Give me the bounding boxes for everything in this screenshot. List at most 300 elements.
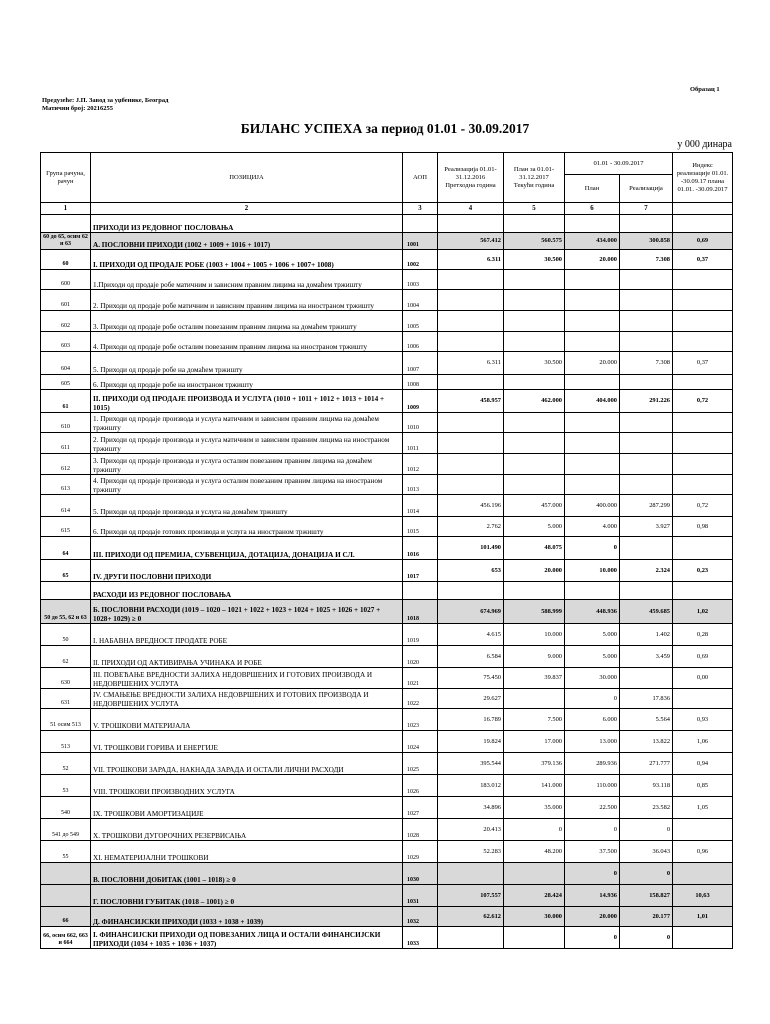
table-row [41,582,733,600]
cell-index: 0,37 [673,250,733,270]
cell-group: 603 [41,332,91,352]
cell-plan-year [504,270,565,290]
cell-period-plan [565,413,620,433]
cell-position: 2. Приходи од продаје производа и услуга матичним и зависним правним лицима на иностраном тржишту [91,433,403,454]
cell-index [673,290,733,311]
table-row [41,537,733,560]
cell-position: X. ТРОШКОВИ ДУГОРОЧНИХ РЕЗЕРВИСАЊА [91,819,403,841]
cell-realization-prev: 6.311 [438,250,504,270]
cell-period-plan: 0 [565,689,620,709]
cell-realization-prev: 101.490 [438,537,504,560]
cell-realization-prev: 674.969 [438,600,504,624]
cell-plan-year: 20.000 [504,560,565,582]
cell-aop: 1007 [403,352,438,375]
cell-position: РАСХОДИ ИЗ РЕДОВНОГ ПОСЛОВАЊА [91,582,403,600]
table-row [41,233,733,250]
cell-period-plan: 0 [565,537,620,560]
cell-period-realization: 271.777 [620,753,673,775]
cell-aop: 1024 [403,731,438,753]
cell-realization-prev: 16.789 [438,709,504,731]
cell-group: 513 [41,731,91,753]
cell-position: I. ФИНАНСИЈСКИ ПРИХОДИ ОД ПОВЕЗАНИХ ЛИЦА И ОСТАЛИ ФИНАНСИЈСКИ ПРИХОДИ (1034 + 1035 + 1036 + 1037) [91,927,403,949]
cell-index: 0,72 [673,390,733,413]
cell-group: 610 [41,413,91,433]
cell-aop: 1013 [403,475,438,495]
cell-aop: 1004 [403,290,438,311]
table-row [41,819,733,841]
form-number-label: Образац 1 [690,86,720,93]
cell-group: 611 [41,433,91,454]
table-row [41,290,733,311]
cell-aop: 1031 [403,885,438,907]
cell-period-plan: 10.000 [565,560,620,582]
cell-plan-year: 560.575 [504,233,565,250]
company-name: Предузеће: Ј.П. Завод за уџбенике, Београд [42,97,169,104]
cell-realization-prev [438,413,504,433]
cell-period-plan [565,290,620,311]
cell-position: IV. ДРУГИ ПОСЛОВНИ ПРИХОДИ [91,560,403,582]
cell-realization-prev: 183.012 [438,775,504,797]
cell-plan-year: 379.136 [504,753,565,775]
cell-plan-year: 7.500 [504,709,565,731]
cell-period-plan: 448.936 [565,600,620,624]
cell-period-plan: 289.936 [565,753,620,775]
cell-group: 66 [41,907,91,927]
header-group: Група рачуна, рачун [41,153,91,203]
cell-period-realization: 0 [620,863,673,885]
cell-period-plan [565,311,620,332]
table-row [41,413,733,433]
column-number: 1 [41,203,91,215]
cell-position: IX. ТРОШКОВИ АМОРТИЗАЦИЈЕ [91,797,403,819]
cell-aop: 1012 [403,454,438,475]
cell-period-plan [565,270,620,290]
cell-plan-year [504,582,565,600]
cell-group: 540 [41,797,91,819]
table-row [41,689,733,709]
cell-index: 1,05 [673,797,733,819]
cell-realization-prev [438,927,504,949]
cell-group: 614 [41,495,91,517]
column-number: 3 [403,203,438,215]
table-row [41,250,733,270]
cell-period-realization: 7.308 [620,250,673,270]
cell-period-realization: 459.685 [620,600,673,624]
column-number: 2 [91,203,403,215]
cell-period-realization [620,270,673,290]
table-row [41,775,733,797]
table-row [41,475,733,495]
cell-group: 65 [41,560,91,582]
cell-plan-year [504,375,565,390]
cell-position: 4. Приходи од продаје робе осталим повезаним правним лицима на иностраном тржишту [91,332,403,352]
cell-realization-prev [438,475,504,495]
cell-index [673,332,733,352]
cell-position: III. ПОВЕЋАЊЕ ВРЕДНОСТИ ЗАЛИХА НЕДОВРШЕНИХ И ГОТОВИХ ПРОИЗВОДА И НЕДОВРШЕНИХ УСЛУГА [91,668,403,689]
column-number [673,203,733,215]
cell-realization-prev: 107.557 [438,885,504,907]
cell-plan-year [504,311,565,332]
table-row [41,600,733,624]
cell-aop [403,215,438,233]
cell-index [673,689,733,709]
header-position: ПОЗИЦИЈА [91,153,403,203]
cell-position: 3. Приходи од продаје производа и услуга осталим повезаним правним лицима на домаћем тржишту [91,454,403,475]
cell-aop: 1032 [403,907,438,927]
cell-position: II. ПРИХОДИ ОД АКТИВИРАЊА УЧИНАКА И РОБЕ [91,646,403,668]
cell-period-plan: 4.000 [565,517,620,537]
cell-group: 605 [41,375,91,390]
cell-plan-year [504,863,565,885]
cell-period-plan: 20.000 [565,907,620,927]
cell-aop: 1023 [403,709,438,731]
cell-period-realization: 13.822 [620,731,673,753]
header-period-plan: План [565,175,620,203]
table-row [41,841,733,863]
header-realization-bottom: Претходна година [445,181,496,189]
cell-aop: 1009 [403,390,438,413]
cell-group: 62 [41,646,91,668]
cell-plan-year: 28.424 [504,885,565,907]
cell-aop: 1019 [403,624,438,646]
cell-plan-year [504,454,565,475]
cell-group [41,885,91,907]
cell-period-plan [565,433,620,454]
table-row [41,495,733,517]
cell-group: 66, осим 662, 663 и 664 [41,927,91,949]
cell-period-plan: 0 [565,819,620,841]
cell-period-plan: 30.000 [565,668,620,689]
cell-realization-prev: 52.283 [438,841,504,863]
cell-position: XI. НЕМАТЕРИЈАЛНИ ТРОШКОВИ [91,841,403,863]
table-row [41,646,733,668]
cell-aop [403,582,438,600]
cell-period-realization: 3.459 [620,646,673,668]
cell-group: 613 [41,475,91,495]
cell-plan-year: 0 [504,819,565,841]
cell-index: 1,06 [673,731,733,753]
cell-group [41,215,91,233]
cell-position: VIII. ТРОШКОВИ ПРОИЗВОДНИХ УСЛУГА [91,775,403,797]
cell-group: 53 [41,775,91,797]
cell-index [673,215,733,233]
cell-period-realization: 0 [620,927,673,949]
cell-realization-prev: 6.584 [438,646,504,668]
header-plan-top: План за 01.01-31.12.2017 [513,165,555,181]
cell-index [673,582,733,600]
cell-plan-year [504,433,565,454]
cell-period-realization [620,582,673,600]
table-row [41,352,733,375]
table-row [41,332,733,352]
cell-realization-prev: 567.412 [438,233,504,250]
cell-period-plan: 434.000 [565,233,620,250]
cell-index [673,413,733,433]
cell-realization-prev: 20.413 [438,819,504,841]
cell-position: 2. Приходи од продаје робе матичним и зависним правним лицима на иностраном тржишту [91,290,403,311]
cell-index: 0,37 [673,352,733,375]
cell-plan-year: 588.999 [504,600,565,624]
cell-realization-prev [438,311,504,332]
cell-period-realization: 20.177 [620,907,673,927]
cell-index [673,433,733,454]
cell-realization-prev: 653 [438,560,504,582]
cell-period-plan: 0 [565,863,620,885]
cell-plan-year [504,927,565,949]
cell-period-plan: 14.936 [565,885,620,907]
cell-index: 0,85 [673,775,733,797]
cell-index [673,270,733,290]
cell-position: 5. Приходи од продаје робе на домаћем тржишту [91,352,403,375]
cell-aop: 1008 [403,375,438,390]
cell-group: 50 до 55, 62 и 63 [41,600,91,624]
cell-period-realization [620,215,673,233]
cell-group: 50 [41,624,91,646]
cell-plan-year: 30.500 [504,250,565,270]
cell-period-realization [620,311,673,332]
cell-position: Г. ПОСЛОВНИ ГУБИТАК (1018 – 1001) ≥ 0 [91,885,403,907]
cell-plan-year: 35.000 [504,797,565,819]
cell-aop: 1021 [403,668,438,689]
column-number: 7 [620,203,673,215]
document-title: БИЛАНС УСПЕХА за период 01.01 - 30.09.2017 [240,121,530,136]
cell-index: 1,01 [673,907,733,927]
cell-aop: 1011 [403,433,438,454]
cell-period-plan [565,332,620,352]
table-body [41,215,733,949]
cell-group: 60 [41,250,91,270]
cell-plan-year: 30.000 [504,907,565,927]
cell-period-plan [565,454,620,475]
cell-plan-year: 10.000 [504,624,565,646]
cell-plan-year [504,413,565,433]
header-plan [504,153,565,203]
table-row [41,731,733,753]
cell-position: В. ПОСЛОВНИ ДОБИТАК (1001 – 1018) ≥ 0 [91,863,403,885]
cell-period-realization: 2.324 [620,560,673,582]
cell-period-realization: 93.118 [620,775,673,797]
cell-plan-year: 48.075 [504,537,565,560]
cell-group: 60 до 65, осим 62 и 63 [41,233,91,250]
table-row [41,311,733,332]
company-id: Матични број: 20216255 [42,105,114,112]
cell-aop: 1003 [403,270,438,290]
cell-period-plan [565,215,620,233]
cell-period-realization: 300.858 [620,233,673,250]
cell-aop: 1001 [403,233,438,250]
cell-period-plan: 20.000 [565,250,620,270]
cell-period-plan [565,582,620,600]
cell-position: VII. ТРОШКОВИ ЗАРАДА, НАКНАДА ЗАРАДА И ОСТАЛИ ЛИЧНИ РАСХОДИ [91,753,403,775]
cell-period-realization: 291.226 [620,390,673,413]
cell-position: 1.Приходи од продаје робе матичним и зависним правним лицима на домаћем тржишту [91,270,403,290]
cell-aop: 1010 [403,413,438,433]
cell-realization-prev [438,215,504,233]
table-row [41,270,733,290]
table-row [41,454,733,475]
table-row [41,907,733,927]
cell-period-realization: 17.836 [620,689,673,709]
cell-position: III. ПРИХОДИ ОД ПРЕМИЈА, СУБВЕНЦИЈА, ДОТАЦИЈА, ДОНАЦИЈА И СЛ. [91,537,403,560]
cell-period-realization: 0 [620,819,673,841]
cell-period-realization: 7.308 [620,352,673,375]
cell-period-plan: 5.000 [565,624,620,646]
cell-group: 55 [41,841,91,863]
cell-plan-year: 5.000 [504,517,565,537]
table-row [41,375,733,390]
cell-index: 0,98 [673,517,733,537]
header-period-realization: Реализација [620,175,673,203]
cell-group: 612 [41,454,91,475]
cell-plan-year [504,475,565,495]
table-row [41,885,733,907]
cell-position: VI. ТРОШКОВИ ГОРИВА И ЕНЕРГИЈЕ [91,731,403,753]
cell-period-realization [620,332,673,352]
cell-aop: 1033 [403,927,438,949]
cell-aop: 1027 [403,797,438,819]
cell-aop: 1026 [403,775,438,797]
cell-position: IV. СМАЊЕЊЕ ВРЕДНОСТИ ЗАЛИХА НЕДОВРШЕНИХ И ГОТОВИХ ПРОИЗВОДА И НЕДОВРШЕНИХ УСЛУГА [91,689,403,709]
cell-position: А. ПОСЛОВНИ ПРИХОДИ (1002 + 1009 + 1016 + 1017) [91,233,403,250]
cell-index [673,537,733,560]
cell-plan-year [504,290,565,311]
cell-realization-prev [438,582,504,600]
cell-position: Б. ПОСЛОВНИ РАСХОДИ (1019 – 1020 – 1021 + 1022 + 1023 + 1024 + 1025 + 1026 + 1027 + 1028+ 1029) ≥ 0 [91,600,403,624]
cell-realization-prev: 6.311 [438,352,504,375]
cell-period-realization [620,668,673,689]
cell-period-realization: 36.043 [620,841,673,863]
cell-group: 631 [41,689,91,709]
company-info [42,97,168,113]
cell-aop: 1028 [403,819,438,841]
cell-index: 0,28 [673,624,733,646]
cell-group: 604 [41,352,91,375]
cell-position: 5. Приходи од продаје производа и услуга на домаћем тржишту [91,495,403,517]
table-row [41,560,733,582]
cell-realization-prev [438,332,504,352]
cell-realization-prev: 2.762 [438,517,504,537]
cell-realization-prev: 395.544 [438,753,504,775]
cell-position: 6. Приходи од продаје готових производа и услуга на иностраном тржишту [91,517,403,537]
table-row [41,390,733,413]
cell-index: 0,69 [673,646,733,668]
cell-position: V. ТРОШКОВИ МАТЕРИЈАЛА [91,709,403,731]
column-number-row [41,203,733,215]
cell-plan-year [504,332,565,352]
cell-index [673,475,733,495]
cell-period-plan: 22.500 [565,797,620,819]
cell-realization-prev [438,454,504,475]
cell-index [673,311,733,332]
header-realization [438,153,504,203]
cell-index: 10,63 [673,885,733,907]
cell-index: 0,96 [673,841,733,863]
table-row [41,927,733,949]
cell-period-plan: 20.000 [565,352,620,375]
cell-period-realization [620,375,673,390]
cell-group: 541 до 549 [41,819,91,841]
cell-group: 52 [41,753,91,775]
cell-period-plan: 400.000 [565,495,620,517]
cell-plan-year [504,215,565,233]
cell-period-realization [620,454,673,475]
currency-unit: у 000 динара [677,139,732,150]
cell-position: 3. Приходи од продаје робе осталим повезаним правним лицима на домаћем тржишту [91,311,403,332]
cell-period-realization: 5.564 [620,709,673,731]
cell-index [673,927,733,949]
cell-plan-year: 17.000 [504,731,565,753]
cell-plan-year: 30.500 [504,352,565,375]
cell-period-realization [620,413,673,433]
cell-group: 601 [41,290,91,311]
cell-position: 6. Приходи од продаје робе на иностраном тржишту [91,375,403,390]
header-index: Индекс реализације 01.01. -30.09.17 плана 01.01. -30.09.2017 [673,153,733,203]
cell-realization-prev: 458.957 [438,390,504,413]
cell-index: 0,69 [673,233,733,250]
cell-aop: 1025 [403,753,438,775]
cell-index: 0,93 [673,709,733,731]
cell-period-plan: 5.000 [565,646,620,668]
cell-realization-prev: 4.615 [438,624,504,646]
cell-position: II. ПРИХОДИ ОД ПРОДАЈЕ ПРОИЗВОДА И УСЛУГА (1010 + 1011 + 1012 + 1013 + 1014 + 1015) [91,390,403,413]
cell-period-realization [620,433,673,454]
cell-realization-prev [438,863,504,885]
cell-period-realization: 1.402 [620,624,673,646]
cell-group: 615 [41,517,91,537]
cell-index: 0,23 [673,560,733,582]
cell-aop: 1016 [403,537,438,560]
cell-index [673,819,733,841]
cell-realization-prev: 62.612 [438,907,504,927]
cell-period-plan: 0 [565,927,620,949]
cell-position: 4. Приходи од продаје производа и услуга осталим повезаним правним лицима на иностраном тржишту [91,475,403,495]
column-number: 6 [565,203,620,215]
cell-plan-year: 9.000 [504,646,565,668]
cell-group: 64 [41,537,91,560]
column-number: 4 [438,203,504,215]
cell-realization-prev [438,375,504,390]
cell-aop: 1017 [403,560,438,582]
cell-group: 61 [41,390,91,413]
cell-plan-year: 462.000 [504,390,565,413]
cell-aop: 1006 [403,332,438,352]
cell-period-plan: 6.000 [565,709,620,731]
header-period: 01.01 - 30.09.2017 [565,153,673,175]
cell-position: Д. ФИНАНСИЈСКИ ПРИХОДИ (1033 + 1038 + 1039) [91,907,403,927]
cell-period-plan: 404.000 [565,390,620,413]
cell-aop: 1002 [403,250,438,270]
cell-group: 51 осим 513 [41,709,91,731]
cell-period-plan: 37.500 [565,841,620,863]
cell-aop: 1030 [403,863,438,885]
cell-period-realization: 3.927 [620,517,673,537]
cell-realization-prev [438,270,504,290]
cell-index [673,375,733,390]
cell-index: 0,00 [673,668,733,689]
header-aop: АОП [403,153,438,203]
table-row [41,668,733,689]
cell-index: 0,94 [673,753,733,775]
cell-realization-prev: 34.896 [438,797,504,819]
cell-plan-year [504,689,565,709]
table-row [41,797,733,819]
cell-index [673,863,733,885]
cell-period-realization [620,475,673,495]
table-row [41,624,733,646]
cell-position: 1. Приходи од продаје производа и услуга матичним и зависним правним лицима на домаћем тржишту [91,413,403,433]
cell-aop: 1029 [403,841,438,863]
table-row [41,433,733,454]
